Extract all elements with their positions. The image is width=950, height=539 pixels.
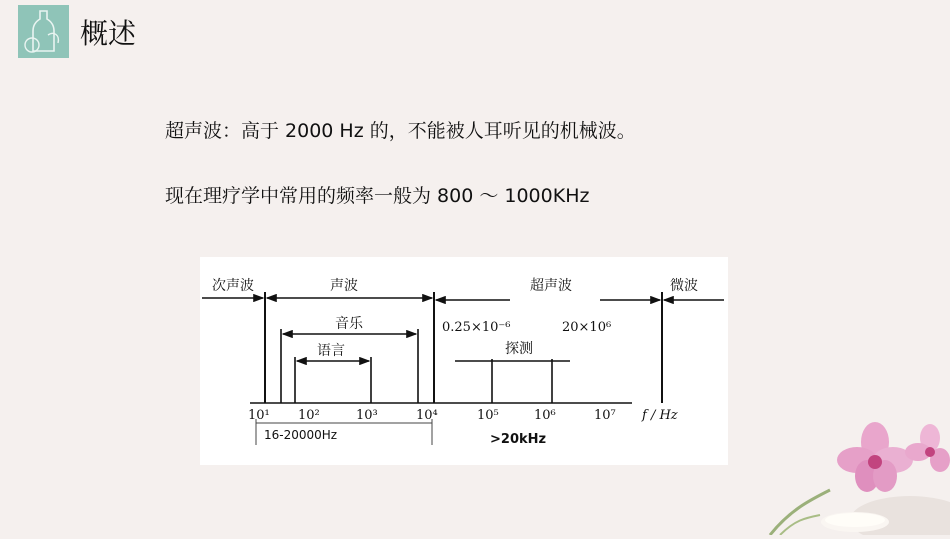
tick-label: 10²: [298, 408, 320, 423]
tick-label: 10⁴: [416, 408, 438, 423]
speech-label: 语言: [317, 343, 345, 359]
band-microwave-label: 微波: [670, 278, 698, 294]
tick-label: 10⁵: [477, 408, 499, 423]
axis-label: f / Hz: [642, 408, 678, 423]
page-title: 概述: [80, 17, 137, 50]
detection-label: 探测: [505, 341, 533, 357]
bottle-icon: [18, 5, 69, 58]
tick-label: 10⁷: [594, 408, 616, 423]
band-infrasound-label: 次声波: [212, 278, 254, 294]
audible-range-label: 16-20000Hz: [264, 428, 338, 442]
tick-label: 10¹: [248, 408, 270, 423]
band-ultrasound-label: 超声波: [530, 278, 572, 294]
orchid-decoration: [760, 420, 950, 535]
frequency-text: 现在理疗学中常用的频率一般为 800 ～ 1000KHz: [165, 185, 590, 207]
range-high-label: 20×10⁶: [562, 320, 612, 335]
tick-label: 10³: [356, 408, 378, 423]
music-label: 音乐: [335, 316, 363, 332]
slide-logo: [18, 5, 69, 58]
definition-text: 超声波：高于 2000 Hz 的，不能被人耳听见的机械波。: [165, 120, 636, 142]
band-sound-label: 声波: [330, 278, 358, 294]
frequency-diagram: [200, 257, 728, 465]
tick-label: 10⁶: [534, 408, 556, 423]
range-low-label: 0.25×10⁻⁶: [442, 320, 511, 335]
orchid-icon: [760, 420, 950, 535]
ultrasound-range-label: >20kHz: [490, 432, 547, 447]
